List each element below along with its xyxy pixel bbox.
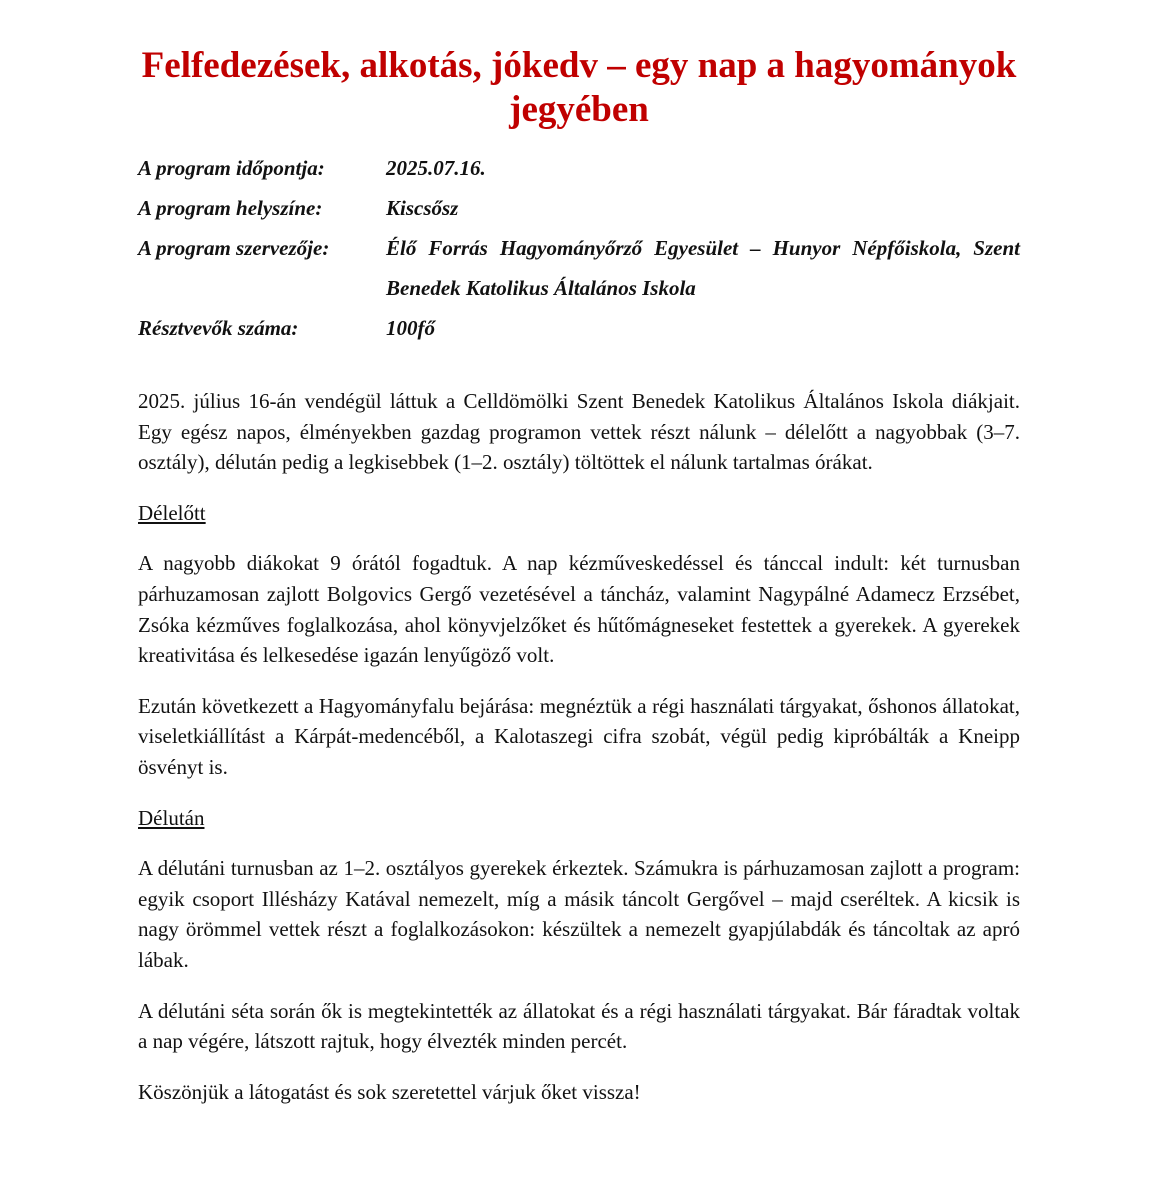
document-page xyxy=(138,44,1020,1127)
paragraph: A nagyobb diákokat 9 órától fogadtuk. A nap kézműveskedéssel és tánccal indult: két turnusban párhuzamosan zajlott Bolgovics Gergő vezetésével a táncház, valamint Nagypálné Adamecz Erzsébet, Zsóka kézműves foglalkozása, ahol könyvjelzőket és hűtőmágneseket festettek a gyerekek. A gyerekek kreativitása és lelkesedése igazán lenyűgöző volt. xyxy=(138,551,1020,668)
info-label: A program szervezője: xyxy=(138,236,330,260)
intro-paragraph: 2025. július 16-án vendégül láttuk a Celldömölki Szent Benedek Katolikus Általános Iskola diákjait. Egy egész napos, élményekben gazdag programon vettek részt nálunk – délelőtt a nagyobbak (3–7. osztály), délután pedig a legkisebbek (1–2. osztály) töltöttek el nálunk tartalmas órákat. xyxy=(138,389,1020,475)
info-row-location xyxy=(138,188,1020,228)
document-body xyxy=(138,386,1020,1107)
program-info xyxy=(138,148,1020,348)
section-heading-morning: Délelőtt xyxy=(138,500,206,525)
info-value: 2025.07.16. xyxy=(386,156,486,180)
section-heading-afternoon: Délután xyxy=(138,805,205,830)
info-label: A program helyszíne: xyxy=(138,196,323,220)
info-row-participants xyxy=(138,308,1020,348)
info-row-date xyxy=(138,148,1020,188)
info-label: A program időpontja: xyxy=(138,156,325,180)
info-row-organizer xyxy=(138,228,1020,308)
info-value: Kiscsősz xyxy=(386,196,459,220)
paragraph: Ezután következett a Hagyományfalu bejárása: megnéztük a régi használati tárgyakat, őshonos állatokat, viseletkiállítást a Kárpát-medencéből, a Kalotaszegi cifra szobát, végül pedig kipróbálták a Kneipp ösvényt is. xyxy=(138,693,1020,779)
info-value: Élő Forrás Hagyományőrző Egyesület – Hunyor Népfőiskola, Szent Benedek Katolikus Általános Iskola xyxy=(386,236,1020,300)
paragraph: A délutáni turnusban az 1–2. osztályos gyerekek érkeztek. Számukra is párhuzamosan zajlott a program: egyik csoport Illésházy Katával nemezelt, míg a másik táncolt Gergővel – majd cseréltek. A kicsik is nagy örömmel vettek részt a foglalkozásokon: készültek a nemezelt gyapjúlabdák és táncoltak az apró lábak. xyxy=(138,856,1020,972)
closing-paragraph: Köszönjük a látogatást és sok szeretettel várjuk őket vissza! xyxy=(138,1079,641,1104)
info-value: 100fő xyxy=(386,316,435,340)
document-title: Felfedezések, alkotás, jókedv – egy nap a hagyományok jegyében xyxy=(141,45,1017,130)
paragraph: A délutáni séta során ők is megtekintették az állatokat és a régi használati tárgyakat. Bár fáradtak voltak a nap végére, látszott rajtuk, hogy élvezték minden percét. xyxy=(138,998,1020,1054)
info-label: Résztvevők száma: xyxy=(138,316,299,340)
